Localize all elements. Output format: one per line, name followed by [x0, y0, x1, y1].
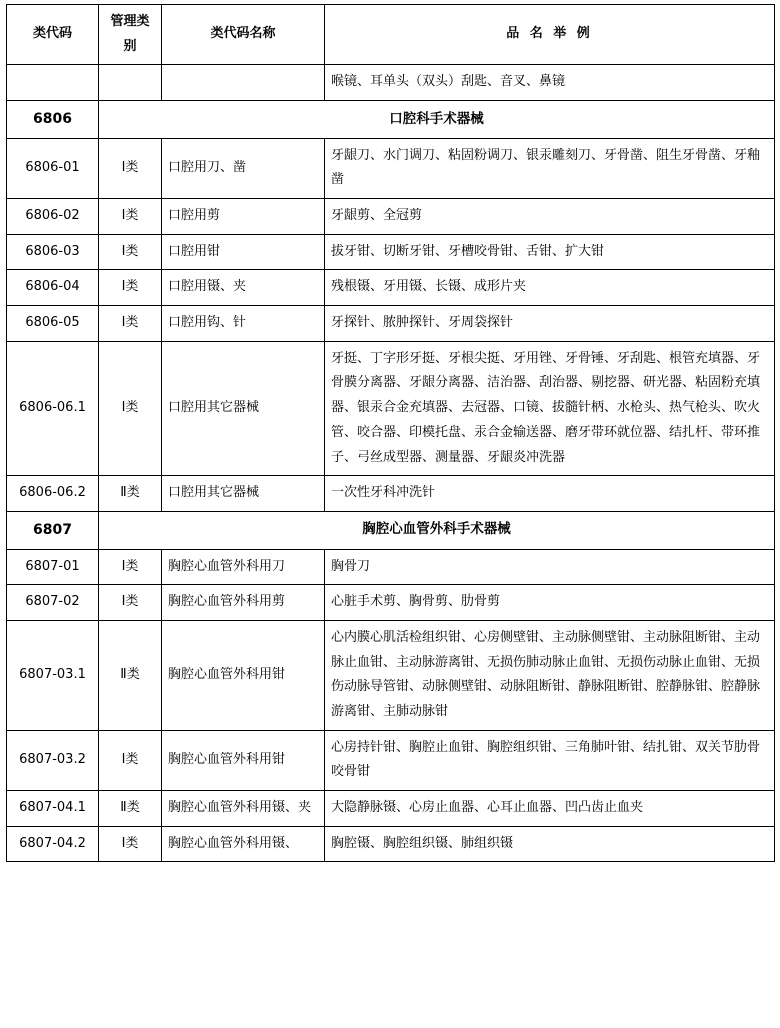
- cell-management-class: Ⅰ类: [99, 549, 162, 585]
- table-row: [7, 826, 775, 862]
- cell-examples: 喉镜、耳单头（双头）刮匙、音叉、鼻镜: [325, 65, 775, 101]
- cell-code: 6806-06.1: [7, 341, 99, 475]
- cell-code-name: 胸腔心血管外科用钳: [162, 620, 325, 730]
- cell-code-name: 胸腔心血管外科用镊、: [162, 826, 325, 862]
- table-group-row: [7, 101, 775, 139]
- cell-management-class: Ⅱ类: [99, 620, 162, 730]
- cell-management-class: Ⅰ类: [99, 826, 162, 862]
- table-row: [7, 65, 775, 101]
- cell-group-title: 胸腔心血管外科手术器械: [99, 511, 775, 549]
- cell-management-class: Ⅰ类: [99, 270, 162, 306]
- cell-group-code: 6806: [7, 101, 99, 139]
- table-row: [7, 270, 775, 306]
- cell-management-class: Ⅰ类: [99, 234, 162, 270]
- cell-code: [7, 65, 99, 101]
- table-row: [7, 341, 775, 475]
- cell-code-name: 口腔用镊、夹: [162, 270, 325, 306]
- cell-management-class: Ⅰ类: [99, 730, 162, 790]
- table-row: [7, 234, 775, 270]
- cell-code: 6807-02: [7, 585, 99, 621]
- cell-code: 6806-03: [7, 234, 99, 270]
- cell-examples: 牙龈刀、水门调刀、粘固粉调刀、银汞雕刻刀、牙骨凿、阻生牙骨凿、牙釉凿: [325, 138, 775, 198]
- cell-code: 6807-03.1: [7, 620, 99, 730]
- cell-examples: 一次性牙科冲洗针: [325, 476, 775, 512]
- cell-group-code: 6807: [7, 511, 99, 549]
- cell-code-name: 口腔用钳: [162, 234, 325, 270]
- table-row: [7, 730, 775, 790]
- cell-code-name: 胸腔心血管外科用镊、夹: [162, 791, 325, 827]
- column-header-examples: 品 名 举 例: [325, 5, 775, 65]
- cell-code: 6807-04.2: [7, 826, 99, 862]
- table-row: [7, 549, 775, 585]
- table-row: [7, 138, 775, 198]
- cell-management-class: Ⅰ类: [99, 306, 162, 342]
- cell-group-title: 口腔科手术器械: [99, 101, 775, 139]
- cell-code-name: 胸腔心血管外科用刀: [162, 549, 325, 585]
- table-body: [7, 65, 775, 862]
- table-header: [7, 5, 775, 65]
- cell-management-class: Ⅰ类: [99, 199, 162, 235]
- cell-code-name: 口腔用刀、凿: [162, 138, 325, 198]
- cell-code: 6807-04.1: [7, 791, 99, 827]
- cell-examples: 心内膜心肌活检组织钳、心房侧壁钳、主动脉侧壁钳、主动脉阻断钳、主动脉止血钳、主动脉游离钳、无损伤肺动脉止血钳、无损伤动脉止血钳、无损伤动脉导管钳、动脉侧壁钳、动脉阻断钳、静脉阻断钳、腔静脉钳、腔静脉游离钳、主肺动脉钳: [325, 620, 775, 730]
- cell-examples: 残根镊、牙用镊、长镊、成形片夹: [325, 270, 775, 306]
- table-row: [7, 791, 775, 827]
- cell-management-class: Ⅰ类: [99, 138, 162, 198]
- cell-code: 6807-03.2: [7, 730, 99, 790]
- table-row: [7, 306, 775, 342]
- cell-code-name: 口腔用钩、针: [162, 306, 325, 342]
- cell-code-name: 口腔用其它器械: [162, 341, 325, 475]
- cell-code: 6806-06.2: [7, 476, 99, 512]
- cell-examples: 牙探针、脓肿探针、牙周袋探针: [325, 306, 775, 342]
- column-header-management-class: 管理类别: [99, 5, 162, 65]
- table-group-row: [7, 511, 775, 549]
- cell-code-name: 胸腔心血管外科用剪: [162, 585, 325, 621]
- cell-code: 6807-01: [7, 549, 99, 585]
- cell-examples: 牙挺、丁字形牙挺、牙根尖挺、牙用锉、牙骨锤、牙刮匙、根管充填器、牙骨膜分离器、牙龈分离器、洁治器、刮治器、剔挖器、研光器、粘固粉充填器、银汞合金充填器、去冠器、口镜、拔髓针柄、水枪头、热气枪头、吹火管、咬合器、印模托盘、汞合金输送器、磨牙带环就位器、结扎杆、带环推子、弓丝成型器、测量器、牙龈炎冲洗器: [325, 341, 775, 475]
- cell-examples: 心房持针钳、胸腔止血钳、胸腔组织钳、三角肺叶钳、结扎钳、双关节肋骨咬骨钳: [325, 730, 775, 790]
- table-row: [7, 585, 775, 621]
- table-row: [7, 199, 775, 235]
- cell-code-name: 口腔用其它器械: [162, 476, 325, 512]
- column-header-code: 类代码: [7, 5, 99, 65]
- cell-management-class: Ⅱ类: [99, 476, 162, 512]
- cell-examples: 心脏手术剪、胸骨剪、肋骨剪: [325, 585, 775, 621]
- cell-code: 6806-02: [7, 199, 99, 235]
- cell-management-class: Ⅰ类: [99, 341, 162, 475]
- cell-code: 6806-05: [7, 306, 99, 342]
- cell-examples: 大隐静脉镊、心房止血器、心耳止血器、凹凸齿止血夹: [325, 791, 775, 827]
- table-header-row: [7, 5, 775, 65]
- column-header-code-name: 类代码名称: [162, 5, 325, 65]
- cell-code: 6806-01: [7, 138, 99, 198]
- cell-examples: 拔牙钳、切断牙钳、牙槽咬骨钳、舌钳、扩大钳: [325, 234, 775, 270]
- cell-examples: 胸骨刀: [325, 549, 775, 585]
- table-row: [7, 476, 775, 512]
- cell-code-name: 口腔用剪: [162, 199, 325, 235]
- cell-code: 6806-04: [7, 270, 99, 306]
- table-row: [7, 620, 775, 730]
- cell-code-name: 胸腔心血管外科用钳: [162, 730, 325, 790]
- cell-management-class: [99, 65, 162, 101]
- cell-management-class: Ⅱ类: [99, 791, 162, 827]
- cell-code-name: [162, 65, 325, 101]
- cell-examples: 胸腔镊、胸腔组织镊、肺组织镊: [325, 826, 775, 862]
- cell-examples: 牙龈剪、全冠剪: [325, 199, 775, 235]
- cell-management-class: Ⅰ类: [99, 585, 162, 621]
- medical-device-catalog-table: [6, 4, 775, 862]
